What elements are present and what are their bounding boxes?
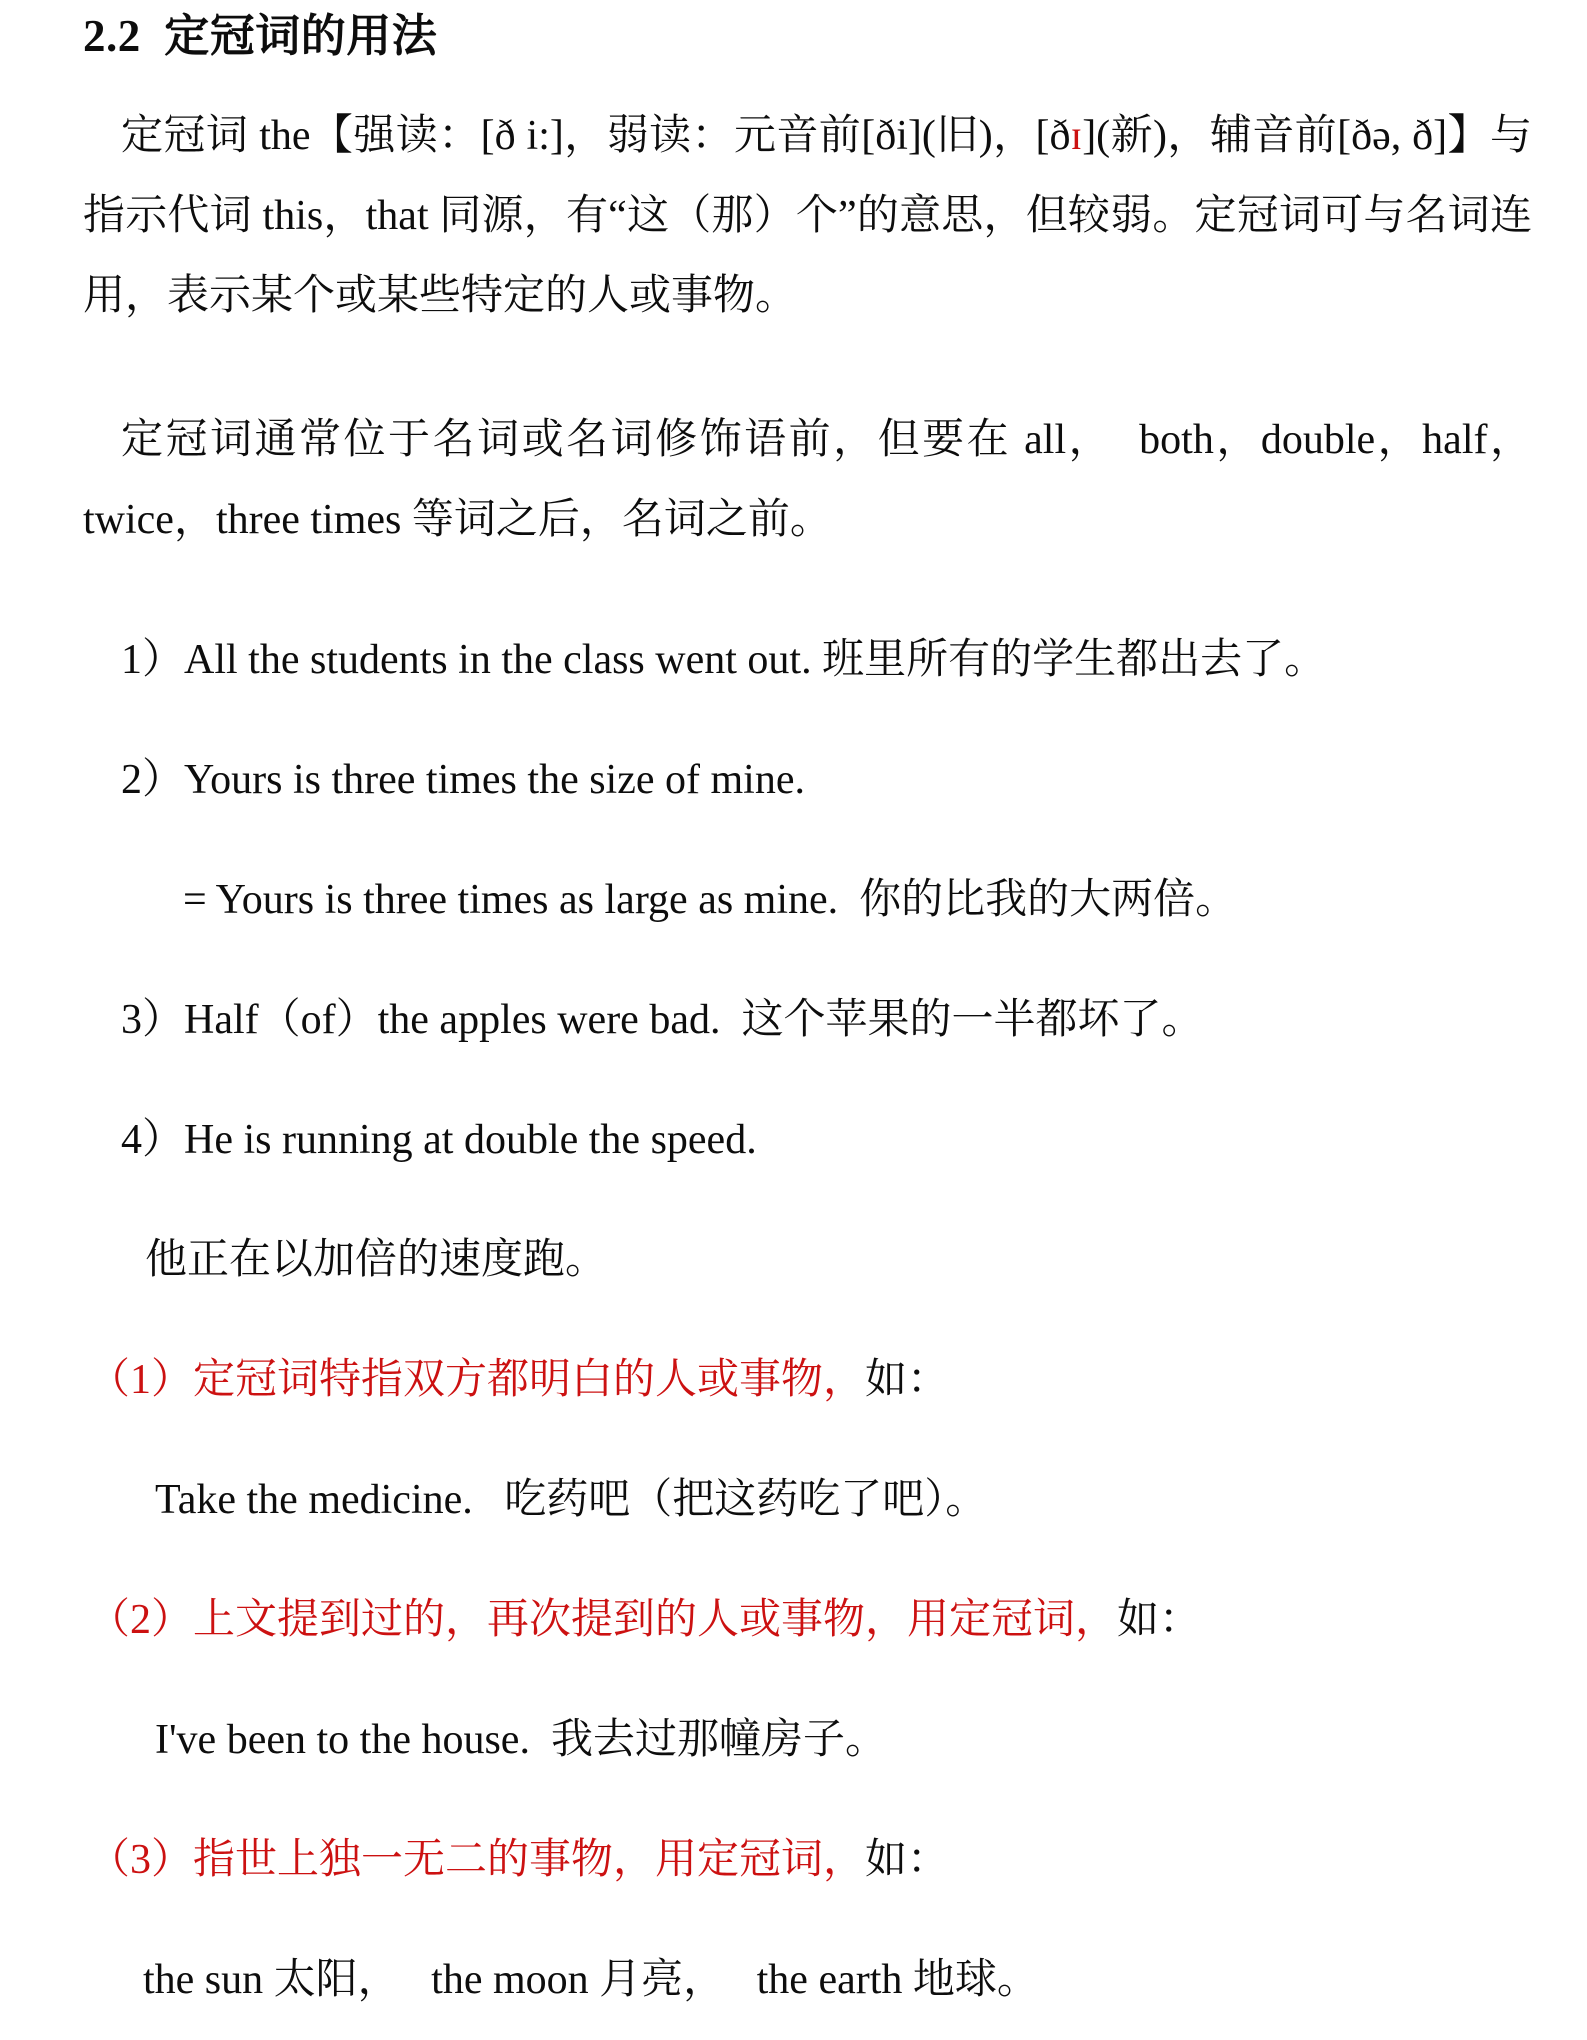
rule-3-black-text: 如： xyxy=(865,1836,950,1883)
rule-1-red-text: （1）定冠词特指双方都明白的人或事物， xyxy=(88,1356,866,1403)
intro-text-before-red: 定冠词 the【强读：[ð i:]，弱读：元音前[ði](旧)，[ð xyxy=(121,112,1071,159)
numbered-example-3: 3）Half（of）the apples were bad. 这个苹果的一半都坏了。 xyxy=(121,996,1204,1043)
numbered-example-4: 4）He is running at double the speed. xyxy=(121,1116,757,1163)
rule-2-black-text: 如： xyxy=(1117,1596,1202,1643)
rule-3-example: the sun 太阳， the moon 月亮， the earth 地球。 xyxy=(143,1956,1039,2003)
numbered-example-4-translation: 他正在以加倍的速度跑。 xyxy=(145,1236,608,1283)
numbered-example-1: 1）All the students in the class went out. 班里所有的学生都出去了。 xyxy=(121,636,1327,683)
numbered-example-2-equivalent: = Yours is three times as large as mine. 你的比我的大两倍。 xyxy=(183,876,1238,923)
numbered-example-2: 2）Yours is three times the size of mine. xyxy=(121,756,805,803)
rule-2-red-text: （2）上文提到过的，再次提到的人或事物，用定冠词， xyxy=(88,1596,1118,1643)
intro-text-after-red: ](新)，辅音前[ðə, ð]】与指示代词 this，that 同源，有“这（那）个”的意思，但较弱。定冠词可与名词连用，表示某个或某些特定的人或事物。 xyxy=(83,112,1532,319)
rule-1-black-text: 如： xyxy=(865,1356,950,1403)
rule-1-heading xyxy=(83,1340,1532,1420)
rule-3-red-text: （3）指世上独一无二的事物，用定冠词， xyxy=(88,1836,866,1883)
rule-2-heading xyxy=(83,1580,1532,1660)
section-heading: 2.2 定冠词的用法 xyxy=(83,11,438,61)
rule-2-example: I've been to the house. 我去过那幢房子。 xyxy=(155,1716,887,1763)
red-phonetic-symbol: ɪ xyxy=(1070,112,1083,159)
position-note-paragraph: 定冠词通常位于名词或名词修饰语前，但要在 all， both，double，half，twice，three times 等词之后，名词之前。 xyxy=(83,416,1532,543)
rule-3-heading xyxy=(83,1820,1532,1900)
rule-1-example: Take the medicine. 吃药吧（把这药吃了吧）。 xyxy=(155,1476,988,1523)
intro-paragraph xyxy=(83,96,1532,336)
